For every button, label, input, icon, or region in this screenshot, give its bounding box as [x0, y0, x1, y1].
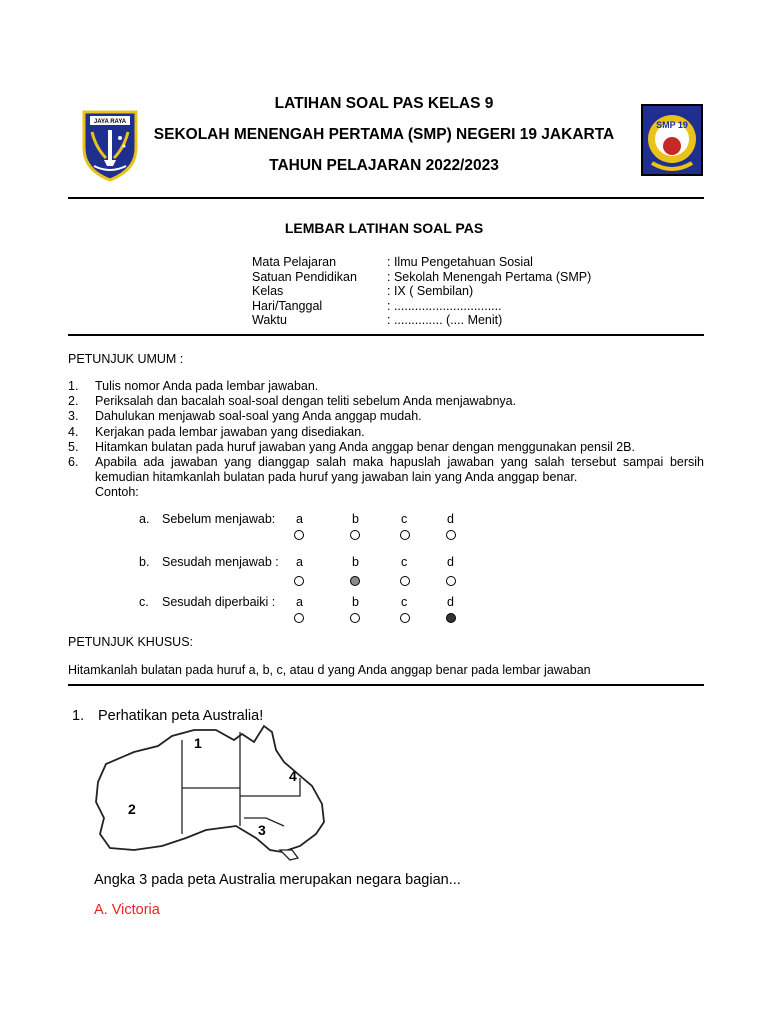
list-item: 6. Apabila ada jawaban yang dianggap salah maka hapuslah jawaban yang salah tersebut sampai bersih kemudian hitamkanlah bulatan pada huruf yang jawaban lain yang Anda anggap benar. — [68, 455, 704, 485]
logo-school-number: SMP 19 — [656, 120, 688, 130]
info-value: : ............................... — [387, 298, 502, 313]
instructions-divider — [68, 684, 704, 686]
list-item: 5. Hitamkan bulatan pada huruf jawaban yang Anda anggap benar dengan menggunakan pensil 2B. — [68, 439, 635, 454]
option-letter: a — [296, 512, 303, 526]
special-instructions-text: Hitamkanlah bulatan pada huruf a, b, c, atau d yang Anda anggap benar pada lembar jawaban — [68, 663, 591, 677]
answer-bubble — [446, 530, 456, 540]
list-item: 4. Kerjakan pada lembar jawaban yang disediakan. — [68, 424, 365, 439]
info-value: : Sekolah Menengah Pertama (SMP) — [387, 269, 592, 284]
list-item: 1. Tulis nomor Anda pada lembar jawaban. — [68, 379, 319, 393]
school-logo — [640, 103, 704, 177]
answer-text: Victoria — [111, 902, 160, 918]
option-letter: b — [352, 555, 359, 569]
academic-year: TAHUN PELAJARAN 2022/2023 — [269, 157, 499, 174]
page-title: LATIHAN SOAL PAS KELAS 9 — [274, 95, 494, 112]
answer-bubble-filled — [446, 613, 456, 623]
answer-letter: A. — [94, 902, 108, 918]
info-row — [252, 270, 591, 285]
answer-bubble — [294, 530, 304, 540]
sheet-title: LEMBAR LATIHAN SOAL PAS — [284, 220, 484, 236]
option-letter: a — [296, 595, 303, 609]
info-key: Hari/Tanggal — [252, 298, 323, 313]
australia-map — [86, 722, 346, 862]
answer-bubble — [294, 613, 304, 623]
example-label: Sesudah menjawab : — [162, 555, 279, 569]
special-instructions-heading: PETUNJUK KHUSUS: — [68, 635, 194, 649]
example-letter: c. — [139, 595, 149, 609]
info-row — [252, 313, 591, 328]
info-row — [252, 255, 591, 270]
answer-bubble — [400, 530, 410, 540]
map-label: 1 — [194, 735, 202, 751]
info-key: Satuan Pendidikan — [252, 269, 357, 284]
answer-bubble — [350, 530, 360, 540]
answer-bubble — [400, 613, 410, 623]
answer-bubble — [350, 613, 360, 623]
answer-bubble — [294, 576, 304, 586]
example-label-row — [68, 485, 704, 500]
map-label: 3 — [258, 822, 266, 838]
question-text: Perhatikan peta Australia! — [98, 708, 264, 724]
info-row — [252, 284, 591, 299]
map-label: 2 — [128, 801, 136, 817]
example-label: Contoh: — [95, 485, 139, 500]
question-number: 1. — [72, 708, 85, 724]
info-table — [252, 255, 591, 328]
info-value: : IX ( Sembilan) — [387, 284, 474, 298]
logo-motto: JAYA RAYA — [93, 119, 127, 125]
option-letter: d — [447, 512, 454, 526]
answer-bubble-filled — [350, 576, 360, 586]
answer-bubble — [400, 576, 410, 586]
info-key: Waktu — [252, 313, 287, 327]
answer-bubble — [446, 576, 456, 586]
info-row — [252, 299, 591, 314]
option-letter: d — [447, 595, 454, 609]
example-letter: a. — [139, 512, 150, 526]
example-label: Sebelum menjawab: — [162, 512, 276, 526]
example-label: Sesudah diperbaiki : — [162, 595, 276, 609]
question-prompt: Angka 3 pada peta Australia merupakan negara bagian... — [94, 872, 461, 888]
option-letter: c — [401, 595, 408, 609]
option-letter: b — [352, 595, 359, 609]
general-instructions-list — [68, 379, 704, 501]
info-value: : Ilmu Pengetahuan Sosial — [387, 255, 533, 269]
info-key: Mata Pelajaran — [252, 255, 337, 269]
option-letter: a — [296, 555, 303, 569]
example-letter: b. — [139, 555, 150, 569]
list-item: 3. Dahulukan menjawab soal-soal yang Anda anggap mudah. — [68, 409, 422, 424]
option-letter: d — [447, 555, 454, 569]
info-value: : .............. (.... Menit) — [387, 313, 503, 327]
info-divider — [68, 334, 704, 336]
header-divider — [68, 197, 704, 199]
option-letter: c — [401, 512, 408, 526]
school-name: SEKOLAH MENENGAH PERTAMA (SMP) NEGERI 19 JAKARTA — [153, 126, 615, 143]
answer-option-a[interactable] — [94, 902, 160, 918]
list-item: 2. Periksalah dan bacalah soal-soal dengan teliti sebelum Anda menjawabnya. — [68, 394, 517, 409]
info-key: Kelas — [252, 284, 284, 298]
general-instructions-heading: PETUNJUK UMUM : — [68, 352, 184, 366]
option-letter: c — [401, 555, 408, 569]
map-label: 4 — [289, 768, 297, 784]
option-letter: b — [352, 512, 359, 526]
